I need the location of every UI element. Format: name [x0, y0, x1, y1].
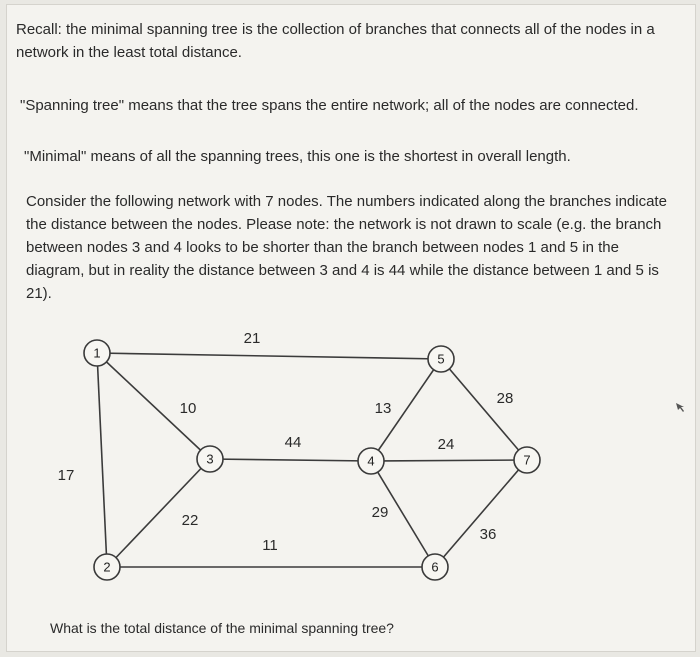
recall-paragraph: Recall: the minimal spanning tree is the collection of branches that connects all of the nodes in a network in the least total distance. — [16, 21, 655, 61]
edge-1-2 — [97, 353, 107, 567]
node-label-7: 7 — [523, 452, 531, 468]
edge-label-4-6: 29 — [371, 503, 389, 521]
node-label-4: 4 — [367, 453, 375, 469]
edges-layer — [97, 353, 527, 567]
edge-label-4-7: 24 — [437, 435, 455, 453]
edge-3-4 — [210, 459, 371, 461]
node-5 — [428, 346, 454, 372]
node-label-2: 2 — [103, 559, 111, 575]
node-label-5: 5 — [437, 351, 445, 367]
edge-label-1-2: 17 — [57, 466, 75, 484]
node-6 — [422, 554, 448, 580]
spanning-tree-definition: "Spanning tree" means that the tree spans the entire network; all of the nodes are connected. — [20, 97, 639, 114]
node-3 — [197, 446, 223, 472]
node-7 — [514, 447, 540, 473]
problem-statement: Consider the following network with 7 nodes. The numbers indicated along the branches indicate the distance between the nodes. Please note: the network is not drawn to scale (e.g. the branch between nodes 3 and 4 looks to be shorter than the branch between nodes 1 and 5 in the diagram, but in reality the distance between 3 and 4 is 44 while the distance between 1 and 5 is 21). — [26, 193, 667, 302]
edge-label-6-7: 36 — [479, 525, 497, 543]
edge-1-5 — [97, 353, 441, 359]
edge-label-2-6: 11 — [262, 536, 278, 554]
node-1 — [84, 340, 110, 366]
edge-6-7 — [435, 460, 527, 567]
node-label-6: 6 — [431, 559, 439, 575]
edge-label-3-4: 44 — [284, 433, 302, 451]
edge-label-2-3: 22 — [181, 511, 199, 529]
edge-label-5-7: 28 — [496, 389, 514, 407]
node-4 — [358, 448, 384, 474]
node-label-3: 3 — [206, 451, 214, 467]
mouse-cursor-icon — [676, 403, 684, 412]
minimal-definition: "Minimal" means of all the spanning trees, this one is the shortest in overall length. — [24, 148, 571, 165]
edge-label-1-5: 21 — [243, 329, 261, 347]
question-text: What is the total distance of the minimal spanning tree? — [50, 620, 394, 636]
node-2 — [94, 554, 120, 580]
edge-4-7 — [371, 460, 527, 461]
edge-label-4-5: 13 — [374, 399, 392, 417]
node-label-1: 1 — [93, 345, 101, 361]
edge-label-1-3: 10 — [179, 399, 197, 417]
